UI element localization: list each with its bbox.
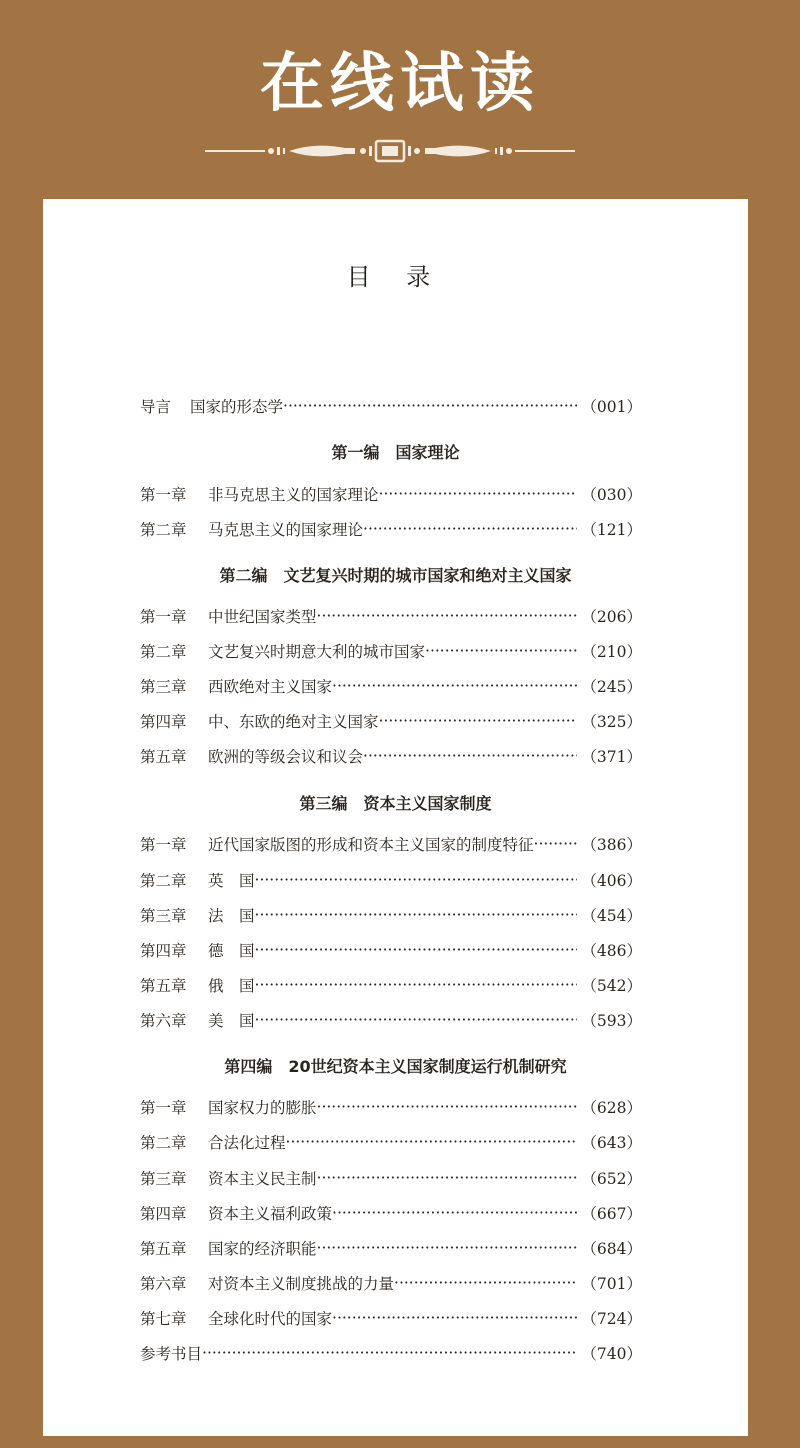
chapter-title: 中、东欧的绝对主义国家 xyxy=(208,713,379,731)
chapter-number: 第三章 xyxy=(140,678,187,696)
divider-ornament-icon xyxy=(205,137,575,165)
page-number: （593） xyxy=(581,1012,642,1030)
chapter-number: 第四章 xyxy=(140,942,187,960)
part-heading: 第一编 国家理论 xyxy=(331,443,460,462)
chapter-number: 第五章 xyxy=(140,748,187,766)
chapter-title: 近代国家版图的形成和资本主义国家的制度特征 xyxy=(208,836,534,854)
page-number: （030） xyxy=(581,486,642,504)
toc-row[interactable] xyxy=(140,1130,642,1154)
toc-row[interactable] xyxy=(140,903,642,927)
page-number: （542） xyxy=(581,977,642,995)
dot-leader xyxy=(255,973,578,997)
chapter-title: 法 国 xyxy=(208,907,255,925)
dot-leader xyxy=(255,868,578,892)
part-heading: 第三编 资本主义国家制度 xyxy=(299,794,492,813)
toc-row[interactable] xyxy=(140,1271,642,1295)
page-number: （386） xyxy=(581,836,642,854)
chapter-number: 第一章 xyxy=(140,836,187,854)
page-number: （121） xyxy=(581,521,642,539)
dot-leader xyxy=(317,1166,578,1190)
page-number: （210） xyxy=(581,643,642,661)
dot-leader xyxy=(425,639,577,663)
dot-leader xyxy=(317,1236,578,1260)
chapter-number: 第三章 xyxy=(140,1170,187,1188)
chapter-number: 第七章 xyxy=(140,1310,187,1328)
toc-row[interactable] xyxy=(140,973,642,997)
page-number: （245） xyxy=(581,678,642,696)
chapter-title: 资本主义民主制 xyxy=(208,1170,317,1188)
chapter-title: 国家的经济职能 xyxy=(208,1240,317,1258)
page-number: （628） xyxy=(581,1099,642,1117)
dot-leader xyxy=(332,1306,577,1330)
banner-title: 在线试读 xyxy=(260,46,540,121)
toc-row[interactable] xyxy=(140,1166,642,1190)
toc-row[interactable] xyxy=(140,938,642,962)
chapter-number: 第二章 xyxy=(140,872,187,890)
page-number: （486） xyxy=(581,942,642,960)
chapter-number: 第四章 xyxy=(140,713,187,731)
chapter-title: 对资本主义制度挑战的力量 xyxy=(208,1275,395,1293)
dot-leader xyxy=(363,744,577,768)
chapter-title: 马克思主义的国家理论 xyxy=(208,521,364,539)
page-number: （667） xyxy=(581,1205,642,1223)
dot-leader xyxy=(202,1341,577,1365)
chapter-title: 非马克思主义的国家理论 xyxy=(208,486,379,504)
dot-leader xyxy=(534,832,578,856)
chapter-title: 合法化过程 xyxy=(208,1134,286,1152)
page-number: （001） xyxy=(581,398,642,416)
page-number: （371） xyxy=(581,748,642,766)
page-number: （206） xyxy=(581,608,642,626)
chapter-title: 德 国 xyxy=(208,942,255,960)
toc-row[interactable] xyxy=(140,1236,642,1260)
chapter-title: 资本主义福利政策 xyxy=(208,1205,333,1223)
page-number: （740） xyxy=(581,1345,642,1363)
chapter-number: 第四章 xyxy=(140,1205,187,1223)
part-heading: 第四编 20世纪资本主义国家制度运行机制研究 xyxy=(224,1057,567,1076)
chapter-number: 第五章 xyxy=(140,1240,187,1258)
chapter-number: 第二章 xyxy=(140,521,187,539)
dot-leader xyxy=(332,1201,577,1225)
toc-row[interactable] xyxy=(140,1008,642,1032)
toc-row[interactable] xyxy=(140,639,642,663)
toc-row-intro[interactable] xyxy=(140,394,642,418)
chapter-title: 中世纪国家类型 xyxy=(208,608,317,626)
dot-leader xyxy=(394,1271,577,1295)
chapter-title: 西欧绝对主义国家 xyxy=(208,678,333,696)
chapter-number: 第三章 xyxy=(140,907,187,925)
chapter-number: 第六章 xyxy=(140,1275,187,1293)
page-number: （643） xyxy=(581,1134,642,1152)
chapter-number: 第一章 xyxy=(140,1099,187,1117)
toc-title: 目 录 xyxy=(346,263,445,291)
dot-leader xyxy=(255,938,578,962)
toc-row[interactable] xyxy=(140,1201,642,1225)
toc-row[interactable] xyxy=(140,868,642,892)
chapter-title: 国家权力的膨胀 xyxy=(208,1099,317,1117)
toc-row[interactable] xyxy=(140,832,642,856)
page-number: （701） xyxy=(581,1275,642,1293)
dot-leader xyxy=(283,394,577,418)
toc-row[interactable] xyxy=(140,517,642,541)
toc-page xyxy=(43,199,748,1436)
chapter-title: 英 国 xyxy=(208,872,255,890)
chapter-title: 欧洲的等级会议和议会 xyxy=(208,748,364,766)
chapter-title: 文艺复兴时期意大利的城市国家 xyxy=(208,643,426,661)
dot-leader xyxy=(255,903,578,927)
chapter-title: 俄 国 xyxy=(208,977,255,995)
chapter-title: 国家的形态学 xyxy=(190,398,284,416)
chapter-number: 第一章 xyxy=(140,486,187,504)
dot-leader xyxy=(363,517,577,541)
dot-leader xyxy=(379,709,578,733)
page-number: （724） xyxy=(581,1310,642,1328)
dot-leader xyxy=(317,604,578,628)
toc-row[interactable] xyxy=(140,709,642,733)
toc-row[interactable] xyxy=(140,604,642,628)
page-number: （454） xyxy=(581,907,642,925)
chapter-number: 第六章 xyxy=(140,1012,187,1030)
dot-leader xyxy=(286,1130,578,1154)
chapter-title: 全球化时代的国家 xyxy=(208,1310,333,1328)
chapter-number: 第二章 xyxy=(140,643,187,661)
toc-row[interactable] xyxy=(140,482,642,506)
dot-leader xyxy=(317,1095,578,1119)
page-number: （684） xyxy=(581,1240,642,1258)
chapter-number: 导言 xyxy=(140,398,172,416)
dot-leader xyxy=(379,482,578,506)
chapter-number: 第一章 xyxy=(140,608,187,626)
page-number: （652） xyxy=(581,1170,642,1188)
chapter-title: 参考书目 xyxy=(140,1345,203,1363)
chapter-title: 美 国 xyxy=(208,1012,255,1030)
chapter-number: 第五章 xyxy=(140,977,187,995)
dot-leader xyxy=(255,1008,578,1032)
page-number: （406） xyxy=(581,872,642,890)
page-number: （325） xyxy=(581,713,642,731)
toc-row[interactable] xyxy=(140,1095,642,1119)
part-heading: 第二编 文艺复兴时期的城市国家和绝对主义国家 xyxy=(219,566,572,585)
chapter-number: 第二章 xyxy=(140,1134,187,1152)
dot-leader xyxy=(332,674,577,698)
toc-row[interactable] xyxy=(140,674,642,698)
toc-row[interactable] xyxy=(140,744,642,768)
toc-row[interactable] xyxy=(140,1306,642,1330)
toc-row-bibliography[interactable] xyxy=(140,1341,642,1365)
